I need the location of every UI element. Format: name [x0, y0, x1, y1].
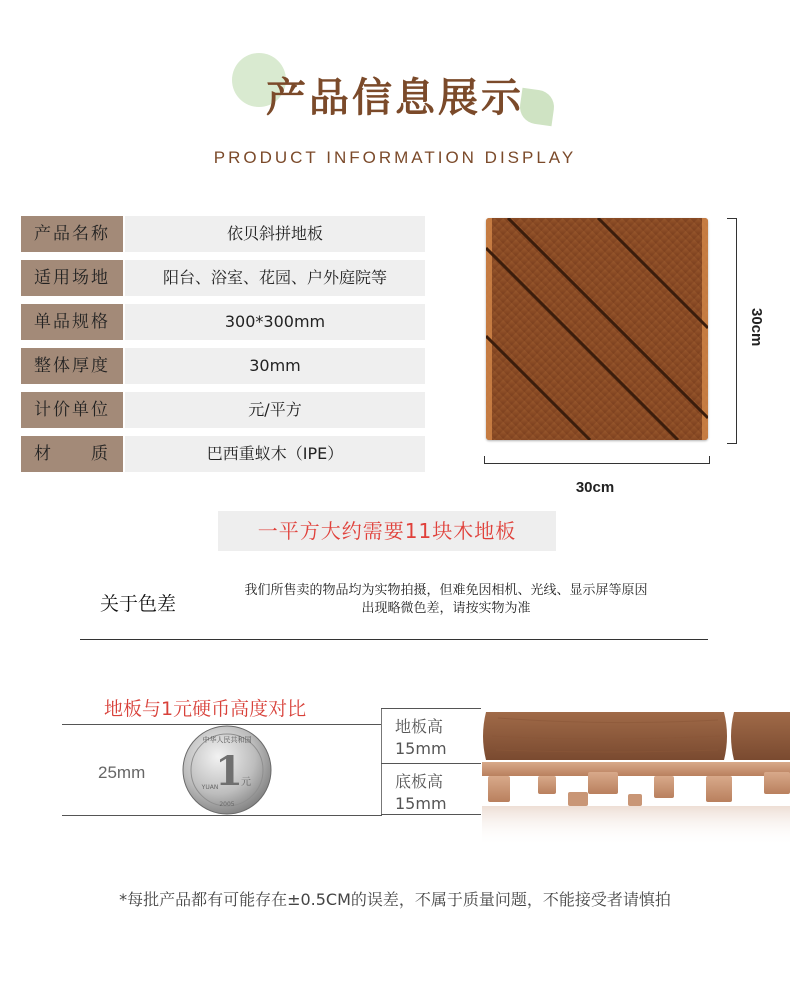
board-bracket-line	[381, 708, 382, 814]
spec-row	[21, 260, 425, 296]
spec-value: 元/平方	[125, 392, 425, 428]
board-top-line	[381, 708, 481, 709]
spec-row	[21, 436, 425, 472]
color-diff-line: 我们所售卖的物品均为实物拍摄，但难免因相机、光线、显示屏等原因	[244, 583, 648, 598]
spec-label: 计价单位	[21, 392, 123, 428]
spec-value: 依贝斜拼地板	[125, 216, 425, 252]
board-height-label	[395, 716, 447, 760]
base-height-value: 15mm	[395, 794, 447, 813]
footnote: *每批产品都有可能存在±0.5CM的误差，不属于质量问题，不能接受者请慎拍	[119, 890, 671, 909]
color-diff-text	[196, 582, 696, 618]
height-dimension-label: 30cm	[748, 308, 765, 347]
color-diff-line: 出现略微色差，请按实物为准	[361, 601, 531, 616]
coin-rim-text: 中华人民共和国	[202, 736, 252, 744]
spec-value: 巴西重蚁木（IPE）	[125, 436, 425, 472]
spec-value: 阳台、浴室、花园、户外庭院等	[125, 260, 425, 296]
spec-label: 适用场地	[21, 260, 123, 296]
spec-row	[21, 216, 425, 252]
spec-row	[21, 392, 425, 428]
comparison-title: 地板与1元硬币高度对比	[104, 698, 307, 720]
wood-tile-image	[486, 218, 708, 440]
board-cross-section-image	[478, 706, 790, 846]
page-title: 产品信息展示	[266, 75, 524, 121]
height-dimension-tick-top	[727, 218, 737, 219]
coin-height-label: 25mm	[98, 763, 146, 782]
spec-label: 材 质	[21, 436, 123, 472]
width-dimension-label: 30cm	[575, 479, 615, 496]
base-height-title: 底板高	[395, 772, 444, 791]
spec-row	[21, 304, 425, 340]
spec-row	[21, 348, 425, 384]
height-dimension-line	[736, 218, 737, 443]
height-dimension-tick-bottom	[727, 443, 737, 444]
spec-value: 300*300mm	[125, 304, 425, 340]
coin-value: 1	[215, 748, 243, 795]
spec-label: 整体厚度	[21, 348, 123, 384]
width-dimension-tick-left	[484, 456, 485, 464]
base-height-label	[395, 771, 447, 815]
board-height-value: 15mm	[395, 739, 447, 758]
width-dimension-tick-right	[709, 456, 710, 464]
spec-label: 产品名称	[21, 216, 123, 252]
coin-bottom-line	[62, 815, 382, 816]
divider	[80, 639, 708, 640]
spec-label: 单品规格	[21, 304, 123, 340]
page-subtitle: PRODUCT INFORMATION DISPLAY	[213, 148, 577, 167]
coin-image	[182, 725, 272, 815]
board-middle-line	[381, 763, 481, 764]
coin-unit: 元	[241, 777, 251, 788]
tiles-per-sqm-banner: 一平方大约需要11块木地板	[218, 511, 556, 551]
color-diff-title: 关于色差	[100, 593, 177, 615]
coin-year: 2005	[219, 801, 235, 808]
spec-value: 30mm	[125, 348, 425, 384]
coin-yuan-text: YUAN	[201, 784, 219, 791]
board-height-title: 地板高	[395, 717, 444, 736]
width-dimension-line	[484, 463, 710, 464]
